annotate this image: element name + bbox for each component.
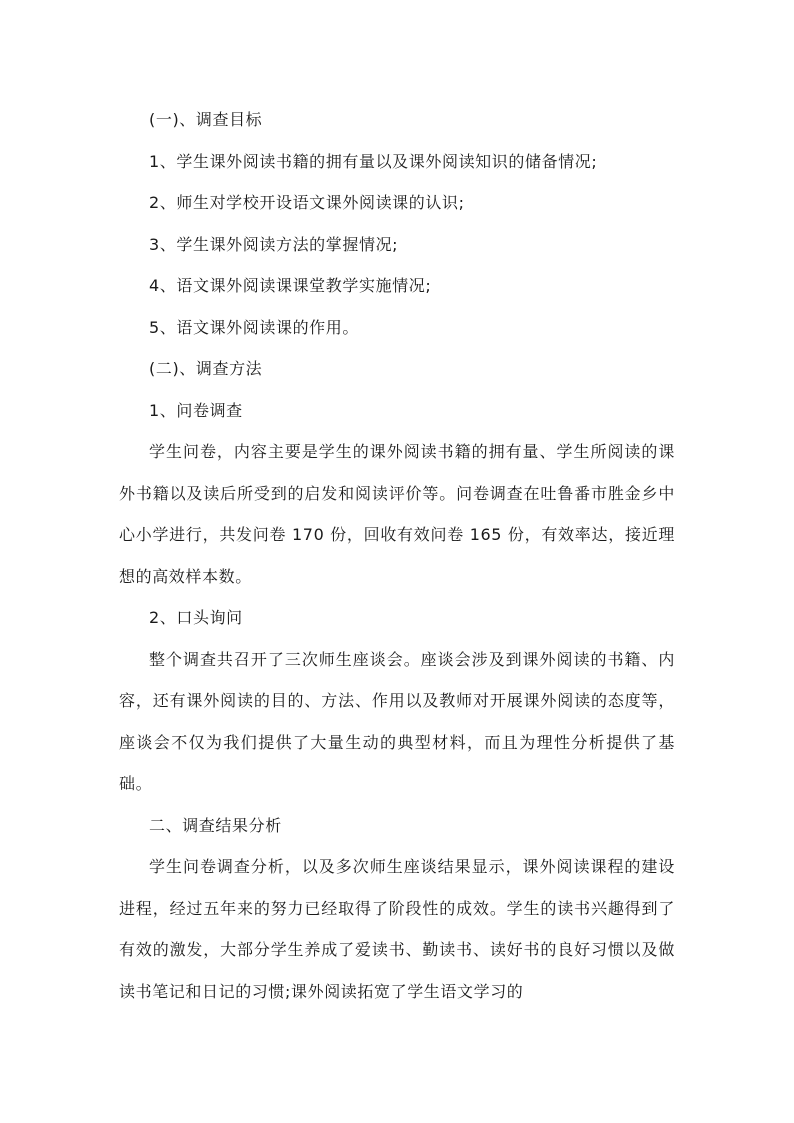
goal-item: 4、语文课外阅读课课堂教学实施情况; <box>149 276 432 295</box>
method-title-interview: 2、口头询问 <box>149 608 243 627</box>
method-paragraph-interview: 整个调查共召开了三次师生座谈会。座谈会涉及到课外阅读的书籍、内容，还有课外阅读的目的、方法、作用以及教师对开展课外阅读的态度等，座谈会不仅为我们提供了大量生动的典型材料，而且为理性分析提供了基础。 <box>119 649 675 793</box>
method-paragraph-questionnaire: 学生问卷，内容主要是学生的课外阅读书籍的拥有量、学生所阅读的课外书籍以及读后所受到的启发和阅读评价等。问卷调查在吐鲁番市胜金乡中心小学进行，共发问卷 170 份，回收有效问卷 165 份，有效率达，接近理想的高效样本数。 <box>119 442 675 586</box>
goal-item: 1、学生课外阅读书籍的拥有量以及课外阅读知识的储备情况; <box>149 151 598 171</box>
goal-item: 3、学生课外阅读方法的掌握情况; <box>149 234 399 254</box>
section-heading-results: 二、调查结果分析 <box>149 815 282 835</box>
section-heading-methods: (二)、调查方法 <box>149 359 263 378</box>
document-body <box>119 99 675 1012</box>
method-title-questionnaire: 1、问卷调查 <box>149 400 243 420</box>
results-paragraph: 学生问卷调查分析，以及多次师生座谈结果显示，课外阅读课程的建设进程，经过五年来的努力已经取得了阶段性的成效。学生的读书兴趣得到了有效的激发，大部分学生养成了爱读书、勤读书、读好书的良好习惯以及做读书笔记和日记的习惯;课外阅读拓宽了学生语文学习的 <box>119 857 675 1001</box>
goal-item: 2、师生对学校开设语文课外阅读课的认识; <box>149 193 465 212</box>
goal-item: 5、语文课外阅读课的作用。 <box>149 317 359 337</box>
section-heading-goals: (一)、调查目标 <box>149 110 263 129</box>
